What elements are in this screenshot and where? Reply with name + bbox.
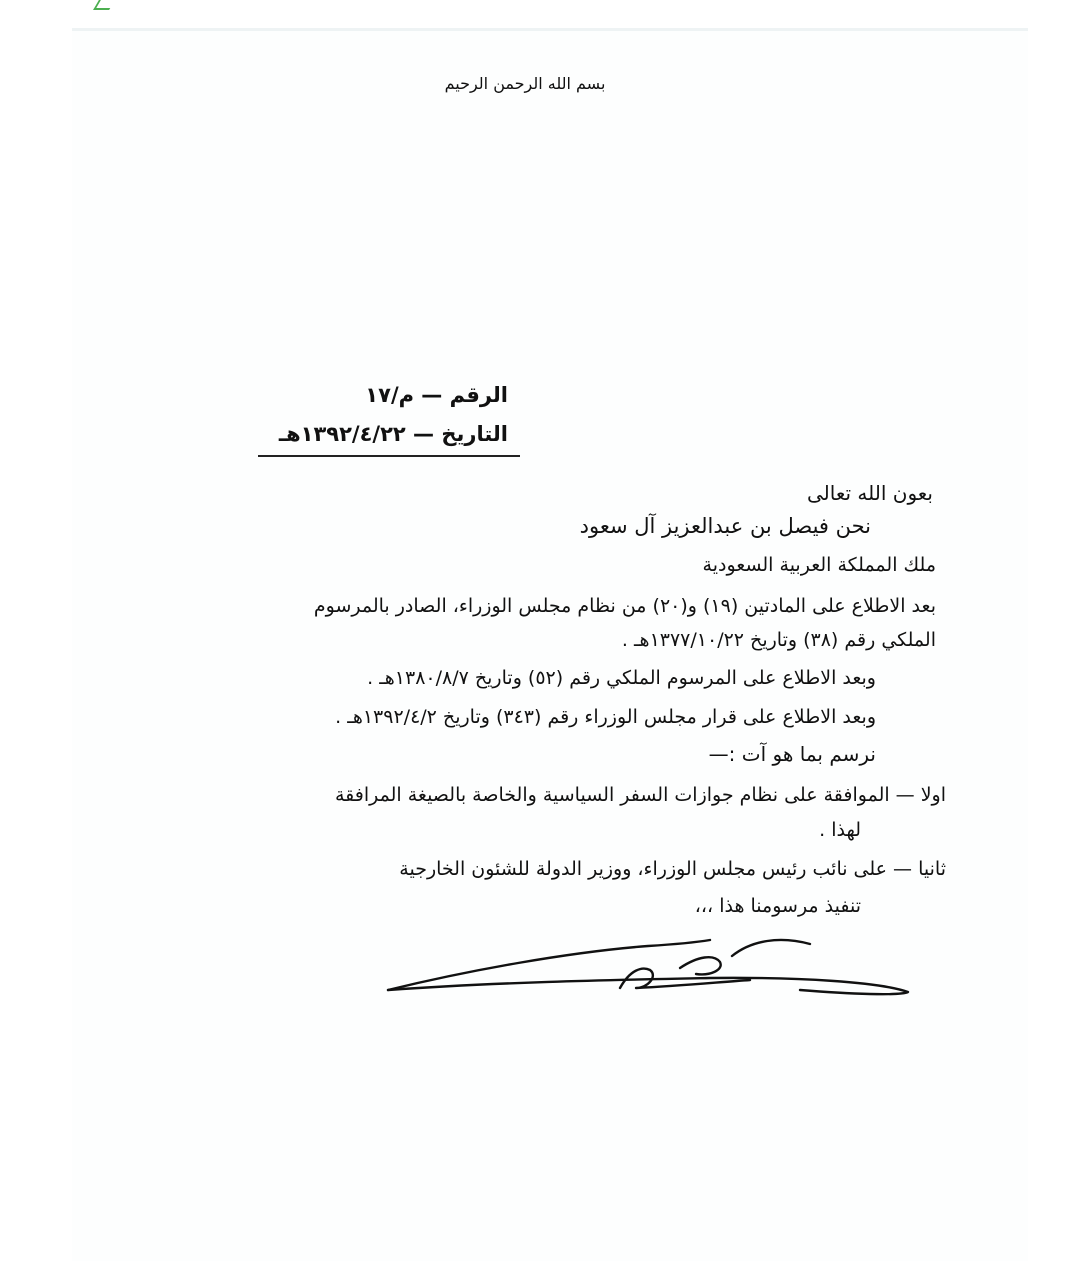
- body-line: الملكي رقم (٣٨) وتاريخ ١٣٧٧/١٠/٢٢هـ .: [621, 629, 936, 651]
- reference-underline: [258, 455, 520, 457]
- king-name: نحن فيصل بن عبدالعزيز آل سعود: [579, 514, 871, 538]
- item-second-line: ثانيا — على نائب رئيس مجلس الوزراء، ووزير الدولة للشئون الخارجية: [399, 858, 946, 880]
- body-line: بعد الاطلاع على المادتين (١٩) و(٢٠) من نظام مجلس الوزراء، الصادر بالمرسوم: [313, 595, 936, 617]
- king-title: ملك المملكة العربية السعودية: [702, 554, 936, 576]
- item-first-line: اولا — الموافقة على نظام جوازات السفر السياسية والخاصة بالصيغة المرافقة: [334, 784, 946, 806]
- signature-icon: [380, 930, 920, 1010]
- reference-number: الرقم — م/١٧: [365, 383, 508, 407]
- body-line: وبعد الاطلاع على المرسوم الملكي رقم (٥٢) وتاريخ ١٣٨٠/٨/٧هـ .: [367, 667, 876, 689]
- item-second-continuation: تنفيذ مرسومنا هذا ،،،: [694, 895, 861, 917]
- invocation: بعون الله تعالى: [806, 481, 933, 505]
- reference-date: التاريخ — ١٣٩٢/٤/٢٢هـ: [278, 422, 508, 446]
- decree-intro: نرسم بما هو آت :—: [708, 742, 876, 766]
- body-line: وبعد الاطلاع على قرار مجلس الوزراء رقم (٣٤٣) وتاريخ ١٣٩٢/٤/٢هـ .: [335, 706, 876, 728]
- corner-mark-icon: [93, 0, 115, 10]
- item-first-continuation: لهذا .: [819, 819, 861, 841]
- basmala: بسم الله الرحمن الرحيم: [444, 74, 606, 93]
